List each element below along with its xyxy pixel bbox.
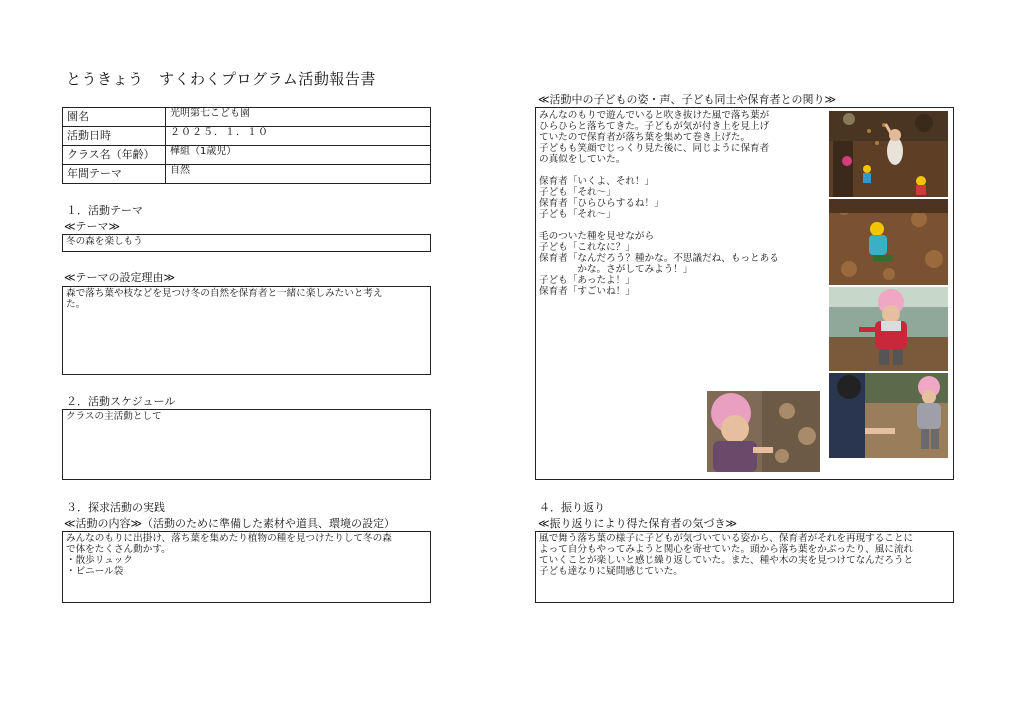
observation-line: 子ども「あったよ！」 <box>539 275 635 286</box>
theme-box <box>62 234 431 252</box>
table-row <box>63 127 431 146</box>
table-row <box>63 146 431 165</box>
schedule-text: クラスの主活動として <box>66 411 162 422</box>
info-label: クラス名（年齢） <box>63 146 166 165</box>
info-value: 樺組（1歳児） <box>166 146 431 165</box>
section3-heading: ３．探求活動の実践 <box>66 501 165 514</box>
observation-line: 子どもも笑顔でじっくり見た後に、同じように保育者 <box>539 143 770 154</box>
reason-line: 森で落ち葉や枝などを見つけ冬の自然を保育者と一緒に楽しみたいと考え <box>66 288 383 299</box>
photo-child-kneeling <box>829 199 948 285</box>
theme-text: 冬の森を楽しもう <box>66 236 143 247</box>
info-value: ２０２５．１．１０ <box>166 127 431 146</box>
reflection-line: ていくことが楽しいと感じ繰り返していた。また、種や木の実を見つけてなんだろうと <box>539 555 914 566</box>
theme-subheading: ≪テーマ≫ <box>64 220 121 233</box>
info-table <box>62 107 431 184</box>
info-value: 自然 <box>166 165 431 184</box>
info-label: 活動日時 <box>63 127 166 146</box>
observation-line: かな。さがしてみよう！」 <box>539 264 693 275</box>
reason-subheading: ≪テーマの設定理由≫ <box>64 271 176 284</box>
info-label: 年間テーマ <box>63 165 166 184</box>
photo-two-children <box>829 373 948 458</box>
observation-line: ひらひらと落ちてきた。子どもが気が付き上を見上げ <box>539 121 770 132</box>
activity-line: ・ビニール袋 <box>66 566 124 577</box>
activity-box <box>62 531 431 603</box>
observation-heading: ≪活動中の子どもの姿・声、子ども同士や保育者との関り≫ <box>538 93 837 106</box>
observation-line: 保育者「ひらひらするね！」 <box>539 198 664 209</box>
info-label: 園名 <box>63 108 166 127</box>
photo-child-closeup <box>707 391 820 472</box>
observation-line: みんなのもりで遊んでいると吹き抜けた風で落ち葉が <box>539 110 770 121</box>
observation-line: 子ども「それ～」 <box>539 209 616 220</box>
observation-line: 子ども「それ～」 <box>539 187 616 198</box>
reflection-subheading: ≪振り返りにより得た保育者の気づき≫ <box>538 517 738 530</box>
photo-child-pink-hat <box>829 287 948 371</box>
table-row <box>63 165 431 184</box>
activity-subheading: ≪活動の内容≫（活動のために準備した素材や道具、環境の設定） <box>64 517 396 530</box>
section2-heading: ２．活動スケジュール <box>66 395 176 408</box>
observation-line: 保育者「すごいね！」 <box>539 286 635 297</box>
reflection-line: 風で舞う落ち葉の様子に子どもが気づいている姿から、保育者がそれを再現することに <box>539 533 914 544</box>
observation-line: 保育者「なんだろう？種かな。不思議だね、もっとある <box>539 253 779 264</box>
reason-box <box>62 286 431 375</box>
reason-line: た。 <box>66 299 86 310</box>
section1-heading: １．活動テーマ <box>66 204 143 217</box>
observation-line: 子ども「これなに？」 <box>539 242 635 253</box>
reflection-line: よって自分もやってみようと関心を寄せていた。頭から落ち葉をかぶったり、風に流れ <box>539 544 914 555</box>
page-title: とうきょう すくわくプログラム活動報告書 <box>66 70 376 88</box>
info-value: 光明第七こども園 <box>166 108 431 127</box>
activity-line: みんなのもりに出掛け、落ち葉を集めたり植物の種を見つけたりして冬の森 <box>66 533 392 544</box>
schedule-box <box>62 409 431 480</box>
section4-heading: ４．振り返り <box>539 501 605 514</box>
reflection-line: 子ども達なりに疑問感じていた。 <box>539 566 683 577</box>
table-row <box>63 108 431 127</box>
observation-line: 保育者「いくよ、それ！」 <box>539 176 655 187</box>
observation-line: ていたので保育者が落ち葉を集めて巻き上げた。 <box>539 132 751 143</box>
observation-line: 毛のついた種を見せながら <box>539 231 655 242</box>
activity-line: で体をたくさん動かす。 <box>66 544 171 555</box>
reflection-box <box>535 531 954 603</box>
observation-line: の真似をしていた。 <box>539 154 626 165</box>
activity-line: ・散歩リュック <box>66 555 133 566</box>
photo-leaves-thrown <box>829 111 948 197</box>
